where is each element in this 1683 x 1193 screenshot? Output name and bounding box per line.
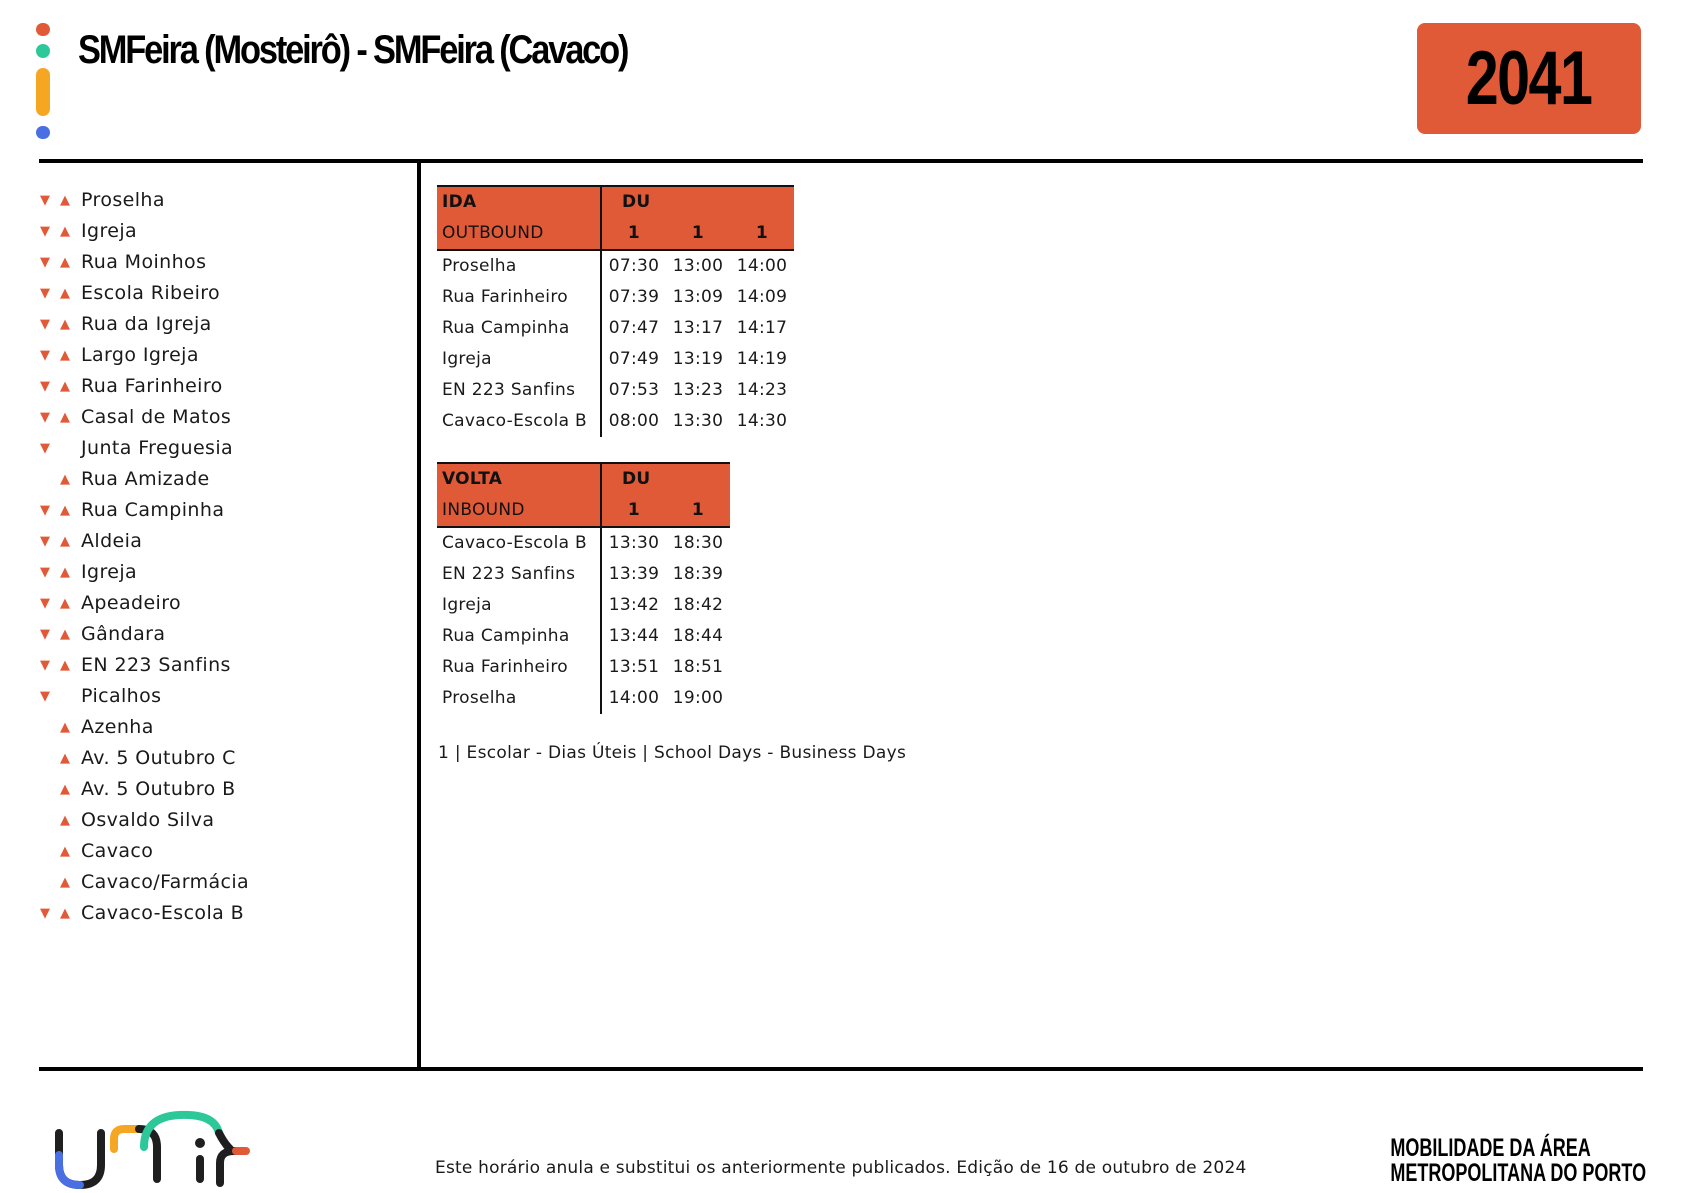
inbound-arrow-icon: ▲ [60,379,71,394]
departure-time: 08:00 [601,406,666,437]
stop-item [40,402,340,433]
inbound-arrow-icon: ▲ [60,224,71,239]
inbound-arrow-icon: ▲ [60,813,71,828]
timetable-stop: Rua Campinha [442,626,570,646]
timetable-stop: Rua Farinheiro [442,287,568,307]
inbound-arrow-icon: ▲ [60,503,71,518]
direction-sublabel: INBOUND [437,495,601,527]
outbound-arrow-icon: ▼ [40,906,51,921]
day-type-label: DU [601,186,794,218]
timetable-inbound [437,462,730,714]
outbound-arrow-icon: ▼ [40,627,51,642]
stop-item [40,650,340,681]
inbound-arrow-icon: ▲ [60,317,71,332]
departure-time: 14:00 [601,683,666,714]
stop-name: Av. 5 Outubro C [81,747,236,769]
outbound-arrow-icon: ▼ [40,379,51,394]
route-number-badge [1417,23,1641,134]
note-ref: 1 [601,495,666,527]
timetable-stop: EN 223 Sanfins [442,564,576,584]
timetable-stop: Igreja [442,349,492,369]
stop-name: Av. 5 Outubro B [81,778,236,800]
timetable-notes-row [437,495,730,527]
note-ref: 1 [666,218,730,250]
timetable-stop: Proselha [442,256,517,276]
timetable-stop: EN 223 Sanfins [442,380,576,400]
outbound-arrow-icon: ▼ [40,503,51,518]
legend-note: 1 | Escolar - Dias Úteis | School Days - Business Days [438,743,907,763]
dot-red [36,23,50,36]
stop-name: Escola Ribeiro [81,282,221,304]
inbound-arrow-icon: ▲ [60,658,71,673]
timetable-row [437,683,730,714]
timetable-row [437,313,794,344]
departure-time: 14:23 [736,380,788,400]
timetable-row [437,282,794,313]
inbound-arrow-icon: ▲ [60,627,71,642]
stop-item [40,588,340,619]
timetable-row [437,621,730,652]
departure-time: 07:30 [601,250,666,282]
stop-item [40,464,340,495]
timetable-stop: Igreja [442,595,492,615]
timetable-row [437,375,794,406]
timetable-header-row [437,463,730,495]
inbound-arrow-icon: ▲ [60,348,71,363]
direction-label: VOLTA [437,463,601,495]
outbound-arrow-icon: ▼ [40,596,51,611]
departure-time: 14:19 [736,349,788,369]
route-number: 2041 [1466,36,1592,121]
stop-name: Rua Amizade [81,468,210,490]
dot-yellow [36,68,50,116]
stop-name: EN 223 Sanfins [81,654,231,676]
departure-time: 13:44 [601,621,666,652]
stop-item [40,836,340,867]
timetable-stop: Cavaco-Escola B [442,533,588,553]
stop-name: Casal de Matos [81,406,232,428]
note-ref: 1 [601,218,666,250]
timetable-stop: Proselha [442,688,517,708]
outbound-arrow-icon: ▼ [40,224,51,239]
stop-item [40,278,340,309]
edition-note: Este horário anula e substitui os anteriormente publicados. Edição de 16 de outubro de 2024 [435,1158,1247,1178]
departure-time: 18:39 [672,564,724,584]
departure-time: 13:30 [672,411,724,431]
stop-name: Picalhos [81,685,162,707]
departure-time: 14:30 [736,411,788,431]
stop-name: Gândara [81,623,166,645]
stop-item [40,495,340,526]
stop-item [40,743,340,774]
stop-item [40,805,340,836]
outbound-arrow-icon: ▼ [40,565,51,580]
outbound-arrow-icon: ▼ [40,317,51,332]
amp-logo [1390,1136,1646,1186]
timetable-stop: Rua Farinheiro [442,657,568,677]
route-title: SMFeira (Mosteirô) - SMFeira (Cavaco) [78,28,628,72]
departure-time: 07:39 [601,282,666,313]
departure-time: 07:47 [601,313,666,344]
timetable-row [437,652,730,683]
stop-item [40,185,340,216]
outbound-arrow-icon: ▼ [40,348,51,363]
departure-time: 13:23 [672,380,724,400]
timetable-row [437,344,794,375]
timetable-row [437,527,730,559]
note-ref: 1 [730,218,794,250]
inbound-arrow-icon: ▲ [60,193,71,208]
stop-item [40,681,340,712]
day-type-label: DU [601,463,730,495]
stop-item [40,433,340,464]
timetable-stop: Cavaco-Escola B [442,411,588,431]
inbound-arrow-icon: ▲ [60,565,71,580]
inbound-arrow-icon: ▲ [60,875,71,890]
departure-time: 13:51 [601,652,666,683]
stop-name: Cavaco/Farmácia [81,871,250,893]
outbound-arrow-icon: ▼ [40,658,51,673]
timetable-row [437,250,794,282]
dot-green [36,44,50,58]
stop-item [40,309,340,340]
stop-item [40,867,340,898]
timetable-header-row [437,186,794,218]
dot-blue [36,126,50,139]
stop-list [40,185,340,929]
top-divider [39,159,1643,163]
outbound-arrow-icon: ▼ [40,534,51,549]
timetable-row [437,590,730,621]
column-divider [417,161,421,1068]
departure-time: 13:30 [601,527,666,559]
indicator-dots [36,23,50,140]
departure-time: 13:09 [672,287,724,307]
inbound-arrow-icon: ▲ [60,906,71,921]
departure-time: 07:49 [601,344,666,375]
stop-item [40,247,340,278]
stop-name: Igreja [81,561,138,583]
departure-time: 19:00 [672,688,724,708]
inbound-arrow-icon: ▲ [60,472,71,487]
departure-time: 18:30 [672,533,724,553]
departure-time: 14:00 [736,256,788,276]
amp-logo-line-1: MOBILIDADE DA ÁREA [1390,1134,1591,1162]
inbound-arrow-icon: ▲ [60,782,71,797]
stop-name: Apeadeiro [81,592,182,614]
outbound-arrow-icon: ▼ [40,441,51,456]
amp-logo-line-2: METROPOLITANA DO PORTO [1390,1159,1646,1187]
inbound-arrow-icon: ▲ [60,410,71,425]
departure-time: 13:39 [601,559,666,590]
stop-name: Azenha [81,716,154,738]
unir-logo [54,1103,259,1193]
direction-sublabel: OUTBOUND [437,218,601,250]
outbound-arrow-icon: ▼ [40,255,51,270]
departure-time: 14:17 [736,318,788,338]
timetable-row [437,406,794,437]
inbound-arrow-icon: ▲ [60,844,71,859]
stop-name: Rua Campinha [81,499,225,521]
stop-item [40,619,340,650]
inbound-arrow-icon: ▲ [60,255,71,270]
inbound-arrow-icon: ▲ [60,286,71,301]
stop-name: Proselha [81,189,165,211]
departure-time: 13:19 [672,349,724,369]
stop-name: Junta Freguesia [81,437,234,459]
stop-item [40,526,340,557]
stop-item [40,712,340,743]
note-ref: 1 [666,495,730,527]
departure-time: 13:17 [672,318,724,338]
stop-item [40,774,340,805]
stop-name: Rua Moinhos [81,251,207,273]
timetable-outbound [437,185,794,437]
stop-name: Osvaldo Silva [81,809,215,831]
departure-time: 18:44 [672,626,724,646]
stop-name: Cavaco-Escola B [81,902,245,924]
inbound-arrow-icon: ▲ [60,751,71,766]
stop-item [40,340,340,371]
timetable-row [437,559,730,590]
inbound-arrow-icon: ▲ [60,596,71,611]
outbound-arrow-icon: ▼ [40,286,51,301]
departure-time: 13:00 [672,256,724,276]
departure-time: 13:42 [601,590,666,621]
outbound-arrow-icon: ▼ [40,689,51,704]
departure-time: 18:42 [672,595,724,615]
timetable-notes-row [437,218,794,250]
direction-label: IDA [437,186,601,218]
stop-name: Rua da Igreja [81,313,212,335]
stop-item [40,371,340,402]
departure-time: 14:09 [736,287,788,307]
departure-time: 07:53 [601,375,666,406]
stop-name: Rua Farinheiro [81,375,223,397]
stop-item [40,216,340,247]
outbound-arrow-icon: ▼ [40,193,51,208]
inbound-arrow-icon: ▲ [60,534,71,549]
inbound-arrow-icon: ▲ [60,720,71,735]
stop-name: Cavaco [81,840,154,862]
stop-name: Largo Igreja [81,344,199,366]
timetable-stop: Rua Campinha [442,318,570,338]
departure-time: 18:51 [672,657,724,677]
stop-name: Igreja [81,220,138,242]
stop-item [40,898,340,929]
stop-item [40,557,340,588]
outbound-arrow-icon: ▼ [40,410,51,425]
bottom-divider [39,1067,1643,1071]
stop-name: Aldeia [81,530,143,552]
